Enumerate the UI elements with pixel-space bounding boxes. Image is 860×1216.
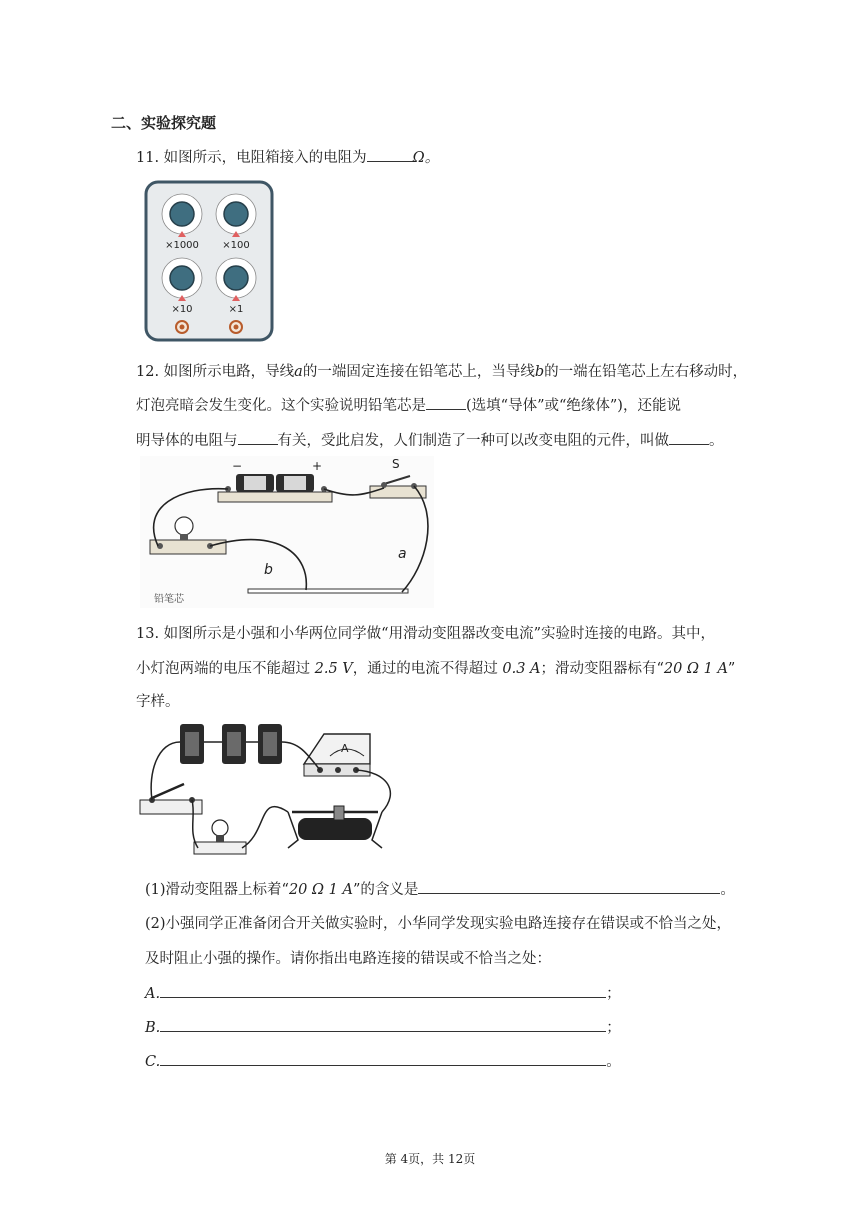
answer-item-b	[145, 1016, 621, 1037]
q13-text-2d: ”	[727, 661, 736, 677]
q13-sub1-end: 。	[720, 882, 735, 898]
q12-text-1c: 的一端在铅笔芯上左右移动时，	[544, 364, 748, 380]
pencil-lead	[248, 589, 408, 593]
q11-text: 11. 如图所示，电阻箱接入的电阻为	[136, 150, 367, 166]
q12-blank-3[interactable]	[669, 430, 709, 445]
answer-b-blank[interactable]	[160, 1017, 606, 1032]
page-footer: 第 4页，共 12页	[384, 1152, 476, 1166]
question-12-line-2	[136, 394, 681, 415]
q12-text-2a: 灯泡亮暗会发生变化。这个实验说明铅笔芯是	[136, 398, 426, 414]
q13-sub1-text-b: ”的含义是	[352, 882, 419, 898]
rheostat-circuit-figure	[138, 712, 398, 866]
resistance-box-figure	[144, 180, 274, 342]
answer-b-end: ；	[606, 1020, 621, 1036]
q12-text-3c: 。	[709, 433, 724, 449]
answer-b-label: B.	[145, 1020, 161, 1036]
question-12-line-1	[136, 360, 747, 381]
dial-label-100: ×100	[222, 240, 250, 251]
answer-item-a	[145, 982, 621, 1003]
q13-sub-1	[145, 878, 735, 899]
ammeter-label: A	[341, 742, 349, 755]
dial-label-1000: ×1000	[165, 240, 199, 251]
small-bulb	[212, 820, 228, 836]
battery-minus: −	[232, 459, 243, 473]
question-13-line-1: 13. 如图所示是小强和小华两位同学做“用滑动变阻器改变电流”实验时连接的电路。其中，	[136, 626, 715, 642]
q12-var-b: b	[534, 364, 545, 380]
section-title: 二、实验探究题	[111, 114, 217, 132]
q12-text-1a: 12. 如图所示电路，导线	[136, 364, 295, 380]
q12-blank-2[interactable]	[238, 430, 278, 445]
answer-a-label: A.	[145, 986, 161, 1002]
pencil-label: 铅笔芯	[154, 594, 184, 605]
q13-voltage: 2.5 V	[314, 661, 353, 677]
q13-rating: 20 Ω 1 A	[663, 661, 728, 677]
q13-text-2c: ；滑动变阻器标有“	[540, 661, 664, 677]
q11-unit: Ω。	[412, 150, 440, 166]
answer-item-c	[145, 1050, 621, 1071]
q12-text-3a: 明导体的电阻与	[136, 433, 238, 449]
q11-blank[interactable]	[367, 147, 413, 162]
ammeter	[304, 734, 370, 764]
q13-current: 0.3 A	[502, 661, 541, 677]
q13-sub-2-line-2: 及时阻止小强的操作。请你指出电路连接的错误或不恰当之处：	[145, 951, 551, 967]
question-11	[136, 146, 439, 167]
battery-plus: +	[312, 459, 323, 473]
answer-c-label: C.	[145, 1054, 161, 1070]
q12-text-3b: 有关，受此启发，人们制造了一种可以改变电阻的元件，叫做	[277, 433, 669, 449]
q13-sub1-text-a: (1)滑动变阻器上标着“	[145, 882, 289, 898]
dial-label-10: ×10	[171, 304, 193, 315]
answer-c-end: 。	[606, 1054, 621, 1070]
answer-a-end: ；	[606, 986, 621, 1002]
wire-a-label: a	[398, 546, 407, 562]
q13-text-2a: 小灯泡两端的电压不能超过	[136, 661, 315, 677]
q12-text-2b: (选填“导体”或“绝缘体”)，还能说	[466, 398, 681, 414]
question-13-line-2	[136, 657, 735, 678]
q13-text-2b: ，通过的电流不得超过	[352, 661, 503, 677]
q12-blank-1[interactable]	[426, 395, 466, 410]
wire-b-label: b	[264, 562, 273, 578]
answer-a-blank[interactable]	[160, 983, 606, 998]
answer-c-blank[interactable]	[160, 1051, 606, 1066]
lamp-holder	[194, 842, 246, 854]
q13-sub1-blank[interactable]	[418, 879, 720, 894]
q12-var-a: a	[294, 364, 303, 380]
q13-sub-2-line-1: (2)小强同学正准备闭合开关做实验时，小华同学发现实验电路连接存在错误或不恰当之处，	[145, 916, 732, 932]
rheostat-slider	[334, 806, 344, 820]
q12-text-1b: 的一端固定连接在铅笔芯上，当导线	[302, 364, 535, 380]
q13-sub1-rating: 20 Ω 1 A	[288, 882, 353, 898]
dial-label-1: ×1	[228, 304, 244, 315]
light-bulb	[175, 517, 193, 535]
question-13-line-3: 字样。	[136, 694, 180, 710]
sliding-rheostat	[298, 818, 372, 840]
pencil-circuit-figure	[140, 456, 434, 608]
switch-label: S	[392, 457, 400, 471]
question-12-line-3	[136, 429, 724, 450]
